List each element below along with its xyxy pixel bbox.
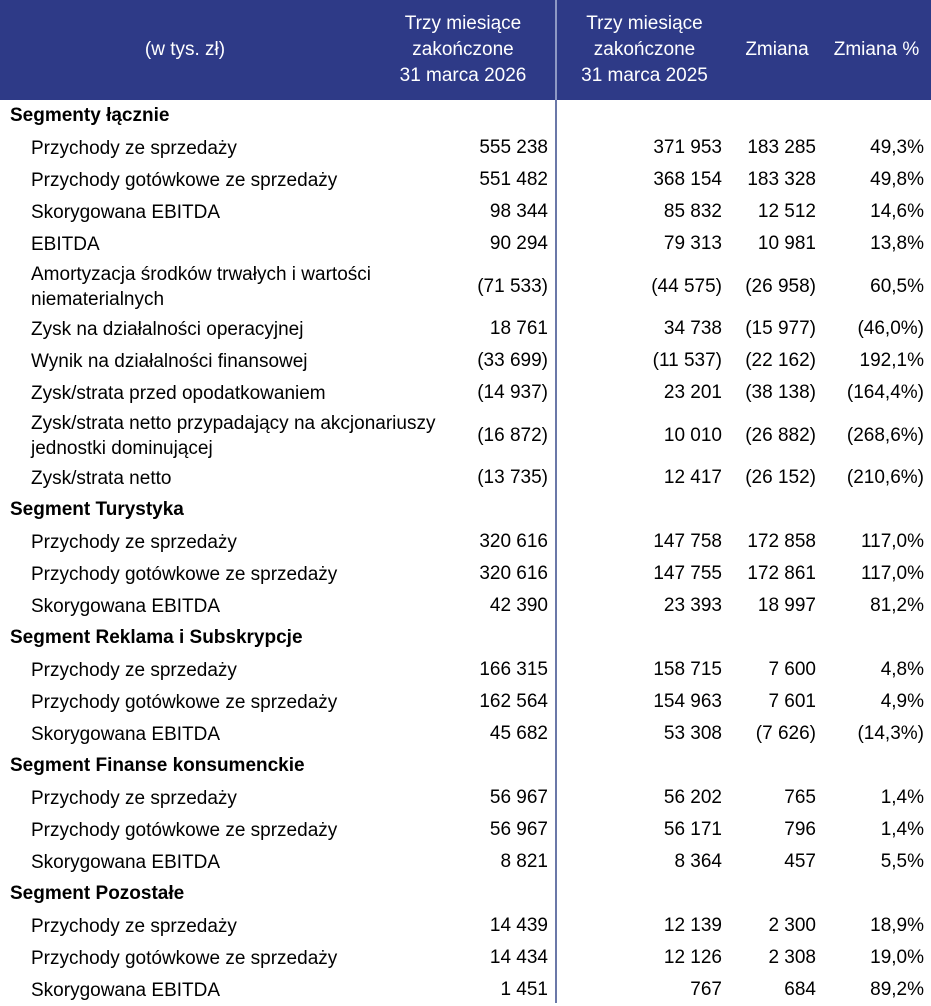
header-change-percent: Zmiana % bbox=[833, 39, 920, 60]
value-change: 12 512 bbox=[757, 201, 816, 222]
table-row bbox=[0, 132, 931, 164]
value-2025: 371 953 bbox=[653, 137, 722, 158]
value-change-percent: 18,9% bbox=[870, 915, 924, 936]
table-row bbox=[0, 260, 931, 313]
value-2025: 147 758 bbox=[653, 531, 722, 552]
section-title: Segment Turystyka bbox=[10, 499, 184, 520]
value-2026: 18 761 bbox=[489, 318, 548, 339]
value-2026: 1 451 bbox=[500, 979, 548, 1000]
value-2026: 166 315 bbox=[479, 659, 548, 680]
section-header-row bbox=[0, 878, 931, 910]
value-2026: (13 735) bbox=[477, 467, 548, 488]
table-row bbox=[0, 590, 931, 622]
section-title: Segment Reklama i Subskrypcje bbox=[10, 627, 303, 648]
value-change-percent: (210,6%) bbox=[846, 467, 924, 488]
value-2026: 56 967 bbox=[489, 819, 548, 840]
value-change-percent: 14,6% bbox=[870, 201, 924, 222]
table-row bbox=[0, 228, 931, 260]
value-change-percent: 89,2% bbox=[870, 979, 924, 1000]
row-label: Skorygowana EBITDA bbox=[31, 723, 221, 745]
table-body bbox=[0, 100, 931, 1006]
table-row bbox=[0, 782, 931, 814]
value-change: 18 997 bbox=[757, 595, 816, 616]
row-label: Skorygowana EBITDA bbox=[31, 979, 221, 1001]
table-header bbox=[0, 0, 931, 100]
row-label: EBITDA bbox=[31, 233, 100, 255]
value-2026: 320 616 bbox=[479, 563, 548, 584]
value-change: 2 300 bbox=[768, 915, 816, 936]
row-label: Przychody gotówkowe ze sprzedaży bbox=[31, 947, 338, 969]
value-2026: 98 344 bbox=[489, 201, 548, 222]
value-2025: 53 308 bbox=[663, 723, 722, 744]
value-2025: 56 202 bbox=[663, 787, 722, 808]
table-row bbox=[0, 974, 931, 1006]
value-change-percent: 5,5% bbox=[880, 851, 924, 872]
value-change-percent: (14,3%) bbox=[857, 723, 924, 744]
value-change: (26 152) bbox=[745, 467, 816, 488]
value-2026: 555 238 bbox=[479, 137, 548, 158]
value-2026: (71 533) bbox=[477, 275, 548, 297]
header-2026-line3: 31 marca 2026 bbox=[399, 65, 527, 86]
table-row bbox=[0, 409, 931, 462]
row-label: Amortyzacja środków trwałych i wartości niematerialnych bbox=[31, 263, 371, 310]
table-row bbox=[0, 164, 931, 196]
row-label: Przychody gotówkowe ze sprzedaży bbox=[31, 691, 338, 713]
row-label: Wynik na działalności finansowej bbox=[31, 350, 308, 372]
value-2026: 42 390 bbox=[489, 595, 548, 616]
value-2025: 368 154 bbox=[653, 169, 722, 190]
header-label-column bbox=[0, 0, 370, 100]
section-title: Segmenty łącznie bbox=[10, 105, 170, 126]
value-2026: (16 872) bbox=[477, 424, 548, 446]
value-2026: 8 821 bbox=[500, 851, 548, 872]
row-label: Skorygowana EBITDA bbox=[31, 201, 221, 223]
value-change: 183 285 bbox=[747, 137, 816, 158]
value-change-percent: 117,0% bbox=[860, 531, 924, 552]
value-change-percent: 49,3% bbox=[870, 137, 924, 158]
value-change: 2 308 bbox=[768, 947, 816, 968]
header-change: Zmiana bbox=[745, 39, 809, 60]
table-row bbox=[0, 462, 931, 494]
value-change: (22 162) bbox=[745, 350, 816, 371]
value-2025: 8 364 bbox=[674, 851, 722, 872]
row-label: Skorygowana EBITDA bbox=[31, 595, 221, 617]
row-label: Przychody gotówkowe ze sprzedaży bbox=[31, 563, 338, 585]
value-change-percent: 19,0% bbox=[870, 947, 924, 968]
value-2026: (33 699) bbox=[477, 350, 548, 371]
section-title: Segment Finanse konsumenckie bbox=[10, 755, 305, 776]
header-column-divider bbox=[555, 0, 557, 100]
section-header-row bbox=[0, 100, 931, 132]
value-change: (15 977) bbox=[745, 318, 816, 339]
value-2026: 56 967 bbox=[489, 787, 548, 808]
value-change-percent: 1,4% bbox=[880, 787, 924, 808]
value-change-percent: 117,0% bbox=[860, 563, 924, 584]
row-label: Przychody ze sprzedaży bbox=[31, 915, 237, 937]
value-change: 172 861 bbox=[747, 563, 816, 584]
value-change-percent: 192,1% bbox=[859, 350, 924, 371]
header-2025-line3: 31 marca 2025 bbox=[581, 65, 708, 86]
value-2025: 23 393 bbox=[663, 595, 722, 616]
header-column-change bbox=[732, 0, 822, 100]
header-2025-line2: zakończone bbox=[593, 39, 696, 60]
value-change: 172 858 bbox=[747, 531, 816, 552]
value-2025: (44 575) bbox=[651, 275, 722, 297]
table-row bbox=[0, 910, 931, 942]
value-change: 7 600 bbox=[768, 659, 816, 680]
table-row bbox=[0, 558, 931, 590]
value-change: 796 bbox=[784, 819, 816, 840]
section-title: Segment Pozostałe bbox=[10, 883, 185, 904]
value-change: 457 bbox=[784, 851, 816, 872]
value-change: 765 bbox=[784, 787, 816, 808]
value-2025: 154 963 bbox=[653, 691, 722, 712]
row-label: Zysk/strata przed opodatkowaniem bbox=[31, 382, 326, 404]
value-2026: 14 434 bbox=[489, 947, 548, 968]
row-label: Przychody ze sprzedaży bbox=[31, 531, 237, 553]
value-change: (26 958) bbox=[745, 275, 816, 297]
value-2025: 147 755 bbox=[653, 563, 722, 584]
header-2026-line1: Trzy miesiące bbox=[404, 13, 522, 34]
value-2025: 12 417 bbox=[663, 467, 722, 488]
value-change-percent: 4,8% bbox=[880, 659, 924, 680]
table-row bbox=[0, 814, 931, 846]
value-2025: 12 139 bbox=[663, 915, 722, 936]
value-2025: 79 313 bbox=[663, 233, 722, 254]
row-label: Zysk na działalności operacyjnej bbox=[31, 318, 304, 340]
row-label: Zysk/strata netto przypadający na akcjonariuszy jednostki dominującej bbox=[31, 412, 436, 459]
value-change: 10 981 bbox=[757, 233, 816, 254]
header-2026-line2: zakończone bbox=[412, 39, 514, 60]
value-change-percent: 13,8% bbox=[870, 233, 924, 254]
section-header-row bbox=[0, 750, 931, 782]
value-2025: 34 738 bbox=[663, 318, 722, 339]
value-change-percent: (164,4%) bbox=[846, 382, 924, 403]
value-2025: 158 715 bbox=[653, 659, 722, 680]
value-change-percent: 1,4% bbox=[880, 819, 924, 840]
value-change-percent: (46,0%) bbox=[857, 318, 924, 339]
value-2026: 320 616 bbox=[479, 531, 548, 552]
value-2025: 56 171 bbox=[663, 819, 722, 840]
row-label: Zysk/strata netto bbox=[31, 467, 172, 489]
row-label: Przychody ze sprzedaży bbox=[31, 659, 237, 681]
value-2025: 85 832 bbox=[663, 201, 722, 222]
table-row bbox=[0, 377, 931, 409]
value-2026: (14 937) bbox=[477, 382, 548, 403]
value-2026: 90 294 bbox=[489, 233, 548, 254]
header-column-change-percent bbox=[822, 0, 931, 100]
row-label: Skorygowana EBITDA bbox=[31, 851, 221, 873]
table-row bbox=[0, 686, 931, 718]
value-change: (26 882) bbox=[745, 424, 816, 446]
value-2025: 12 126 bbox=[663, 947, 722, 968]
table-row bbox=[0, 654, 931, 686]
table-row bbox=[0, 718, 931, 750]
value-2026: 551 482 bbox=[479, 169, 548, 190]
value-change-percent: (268,6%) bbox=[846, 424, 924, 446]
value-change: (38 138) bbox=[745, 382, 816, 403]
row-label: Przychody ze sprzedaży bbox=[31, 787, 237, 809]
table-row bbox=[0, 942, 931, 974]
row-label: Przychody gotówkowe ze sprzedaży bbox=[31, 819, 338, 841]
section-header-row bbox=[0, 494, 931, 526]
header-column-2026 bbox=[370, 0, 556, 100]
value-change-percent: 49,8% bbox=[870, 169, 924, 190]
table-row bbox=[0, 846, 931, 878]
value-change-percent: 60,5% bbox=[870, 275, 924, 297]
header-2025-line1: Trzy miesiące bbox=[586, 13, 703, 34]
value-change-percent: 81,2% bbox=[870, 595, 924, 616]
table-row bbox=[0, 196, 931, 228]
value-2025: 767 bbox=[690, 979, 722, 1000]
value-2026: 162 564 bbox=[479, 691, 548, 712]
value-2025: 23 201 bbox=[663, 382, 722, 403]
row-label: Przychody ze sprzedaży bbox=[31, 137, 237, 159]
value-2025: 10 010 bbox=[663, 424, 722, 446]
value-2026: 14 439 bbox=[489, 915, 548, 936]
value-change: 183 328 bbox=[747, 169, 816, 190]
value-change: 7 601 bbox=[768, 691, 816, 712]
section-header-row bbox=[0, 622, 931, 654]
table-row bbox=[0, 313, 931, 345]
value-change: 684 bbox=[784, 979, 816, 1000]
value-change-percent: 4,9% bbox=[880, 691, 924, 712]
value-change: (7 626) bbox=[755, 723, 816, 744]
row-label: Przychody gotówkowe ze sprzedaży bbox=[31, 169, 338, 191]
table-row bbox=[0, 345, 931, 377]
header-units: (w tys. zł) bbox=[144, 39, 226, 60]
table-row bbox=[0, 526, 931, 558]
value-2025: (11 537) bbox=[652, 350, 722, 371]
header-column-2025 bbox=[557, 0, 732, 100]
value-2026: 45 682 bbox=[489, 723, 548, 744]
